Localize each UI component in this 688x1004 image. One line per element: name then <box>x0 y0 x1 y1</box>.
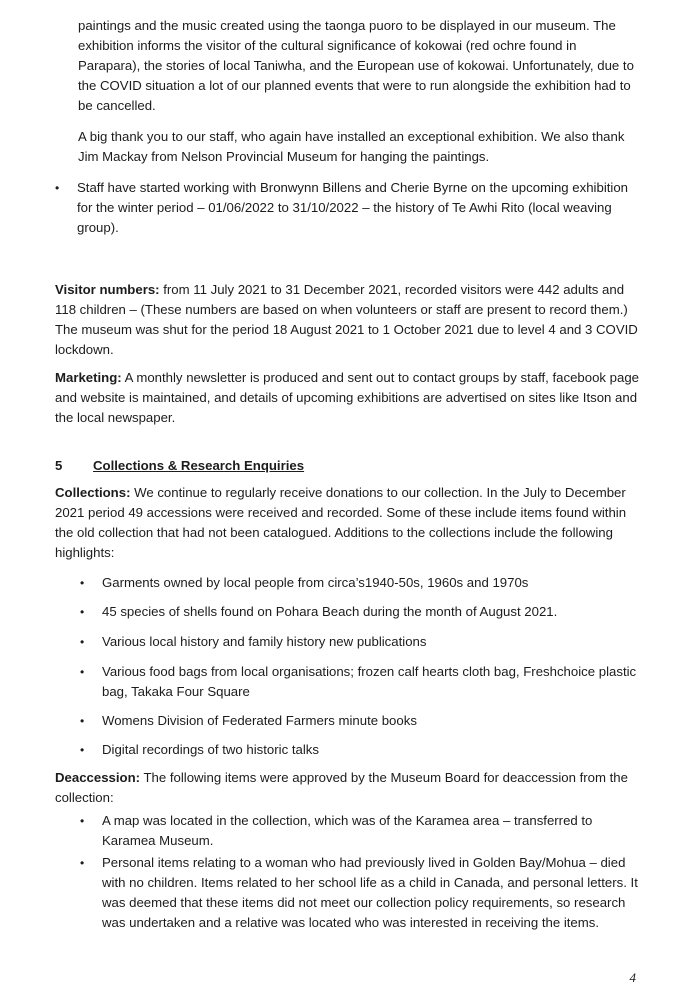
list-item: • Digital recordings of two historic talks <box>80 740 640 760</box>
bullet-icon: • <box>80 743 85 757</box>
visitor-numbers-label: Visitor numbers: <box>55 282 160 297</box>
list-item: • Various local history and family history new publications <box>80 632 640 652</box>
bullet-icon: • <box>80 605 85 619</box>
list-item: • Garments owned by local people from circa’s1940-50s, 1960s and 1970s <box>80 573 640 593</box>
list-item: • Womens Division of Federated Farmers minute books <box>80 711 640 731</box>
section-title: Collections & Research Enquiries <box>93 458 305 473</box>
page-number: 4 <box>629 970 636 985</box>
staff-bullet-text: Staff have started working with Bronwynn Billens and Cherie Byrne on the upcoming exhibition for the winter period – 01/06/2022 to 31/10/2022 – the history of Te Awhi Rito (local weaving group). <box>77 180 629 235</box>
list-item: • Various food bags from local organisations; frozen calf hearts cloth bag, Freshchoice plastic bag, Takaka Four Square <box>80 662 640 702</box>
bullet-icon: • <box>80 576 85 590</box>
bullet-icon: • <box>80 856 85 870</box>
deaccession-text: The following items were approved by the Museum Board for deaccession from the collection: <box>55 770 628 805</box>
deaccession-paragraph <box>55 768 640 808</box>
section-number: 5 <box>55 458 63 473</box>
marketing-label: Marketing: <box>55 370 122 385</box>
intro-paragraph: paintings and the music created using the taonga puoro to be displayed in our museum. The exhibition informs the visitor of the cultural significance of kokowai (red ochre found in Parapara), the stories of local Taniwha, and the European use of kokowai. Unfortunately, due to the COVID situation a lot of our planned events that were to run alongside the exhibition had to be cancelled. <box>78 18 634 113</box>
collections-paragraph <box>55 483 640 563</box>
visitor-numbers-paragraph <box>55 280 640 360</box>
deaccession-label: Deaccession: <box>55 770 141 785</box>
list-item: • Personal items relating to a woman who had previously lived in Golden Bay/Mohua – died with no children. Items related to her school life as a child in Canada, and personal letters. It was deemed that these items did not meet our collection policy requirements, so research was undertaken and a relative was located who was interested in receiving the items. <box>80 853 640 933</box>
list-item: • 45 species of shells found on Pohara Beach during the month of August 2021. <box>80 602 640 622</box>
marketing-paragraph <box>55 368 640 428</box>
bullet-icon: • <box>80 814 85 828</box>
collections-label: Collections: <box>55 485 131 500</box>
marketing-text: A monthly newsletter is produced and sent out to contact groups by staff, facebook page and website is maintained, and details of upcoming exhibitions are advertised on sites like Itson and the local newspaper. <box>55 370 640 425</box>
collections-text: We continue to regularly receive donations to our collection. In the July to December 2021 period 49 accessions were received and recorded. Some of these include items found within the old collection that had not been catalogued. Additions to the collections include the following highlights: <box>55 485 627 560</box>
thanks-paragraph: A big thank you to our staff, who again have installed an exceptional exhibition. We also thank Jim Mackay from Nelson Provincial Museum for hanging the paintings. <box>78 129 625 164</box>
bullet-icon: • <box>80 635 85 649</box>
bullet-icon: • <box>55 181 60 195</box>
bullet-icon: • <box>80 714 85 728</box>
list-item: • A map was located in the collection, which was of the Karamea area – transferred to Karamea Museum. <box>80 811 640 851</box>
bullet-icon: • <box>80 665 85 679</box>
visitor-numbers-text: from 11 July 2021 to 31 December 2021, recorded visitors were 442 adults and 118 children – (These numbers are based on when volunteers or staff are present to record them.) The museum was shut for the period 18 August 2021 to 1 October 2021 due to level 4 and 3 COVID lockdown. <box>55 282 638 357</box>
staff-bullet-item <box>55 178 640 238</box>
